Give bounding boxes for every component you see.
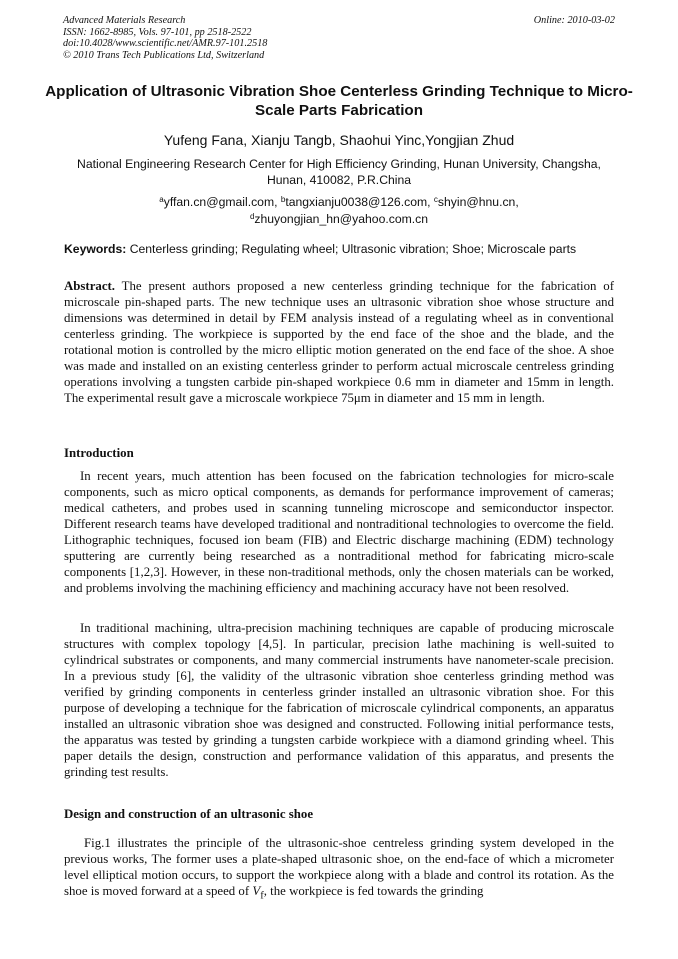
email-a-marker: a bbox=[159, 195, 164, 204]
abstract-label: Abstract. bbox=[64, 279, 116, 293]
affiliation: National Engineering Research Center for High Efficiency Grinding, Hunan University, Changsha, Hunan, 410082, P.R.China bbox=[77, 157, 601, 187]
journal-header bbox=[63, 15, 615, 61]
keywords-text: Centerless grinding; Regulating wheel; Ultrasonic vibration; Shoe; Microscale parts bbox=[126, 242, 577, 256]
email-b-marker: b bbox=[280, 195, 286, 204]
issn-line: ISSN: 1662-8985, Vols. 97-101, pp 2518-2522 bbox=[63, 26, 252, 38]
design-heading: Design and construction of an ultrasonic shoe bbox=[64, 807, 314, 821]
email-d: zhuyongjian_hn@yahoo.com.cn bbox=[254, 211, 429, 226]
author-list: Yufeng Fana, Xianju Tangb, Shaohui Yinc,Yongjian Zhud bbox=[163, 132, 515, 148]
introduction-heading: Introduction bbox=[64, 446, 134, 460]
email-c: shyin@hnu.cn, bbox=[437, 195, 519, 209]
keywords bbox=[64, 242, 624, 257]
email-b: tangxianju0038@126.com, bbox=[285, 195, 434, 209]
design-text-a: Fig.1 illustrates the principle of the ultrasonic-shoe centreless grinding system developed in the previous works, The former uses a plate-shaped ultrasonic shoe, on the end-face of which a micrometer level elliptical motion occurs, to support the workpiece along with a blade and control its rotation. As the shoe is moved forward at a speed of bbox=[64, 836, 614, 899]
introduction-paragraph-1: In recent years, much attention has been focused on the fabrication technologies for micro-scale components, such as micro optical components, as demands for performance improvement of cameras; medical catheters, and probes used in scanning tunneling microscope and semiconductor inspector. Different research teams have developed traditional and nontraditional technologies to overcome the field. Lithographic techniques, focused ion beam (FIB) and Electric discharge machining (EDM) technology sputtering are currently being researched as a nontraditional method for fabricating micro-scale components [1,2,3]. However, in these non-traditional methods, only the chosen materials can be worked, and problems involving the machining efficiency and machining accuracy have not been resolved. bbox=[64, 469, 614, 596]
paper-title: Application of Ultrasonic Vibration Shoe Centerless Grinding Technique to Micro-Scale Parts Fabrication bbox=[45, 83, 633, 119]
design-text-b: , the workpiece is fed towards the grinding bbox=[263, 884, 484, 899]
design-paragraph-1 bbox=[64, 835, 614, 904]
email-a: yffan.cn@gmail.com, bbox=[163, 195, 281, 209]
velocity-subscript: f bbox=[260, 889, 264, 902]
abstract bbox=[64, 278, 614, 406]
doi-line: doi:10.4028/www.scientific.net/AMR.97-101.2518 bbox=[63, 38, 268, 50]
email-list bbox=[62, 193, 616, 226]
abstract-text: The present authors proposed a new centerless grinding technique for the fabrication of microscale pin-shaped parts. The new technique uses an ultrasonic vibration shoe whose structure and dimensions was determined in detail by FEM analysis instead of a regulating wheel as in conventional centerless grinding. The workpiece is supported by the end face of the shoe and the blade, and the rotational motion is controlled by the micro elliptic motion generated on the end face of the shoe. A shoe was made and installed on an existing centerless grinder to perform actual microscale centreless grinding operations involving a tungsten carbide pin-shaped workpiece 0.6 mm in diameter and 15mm in length. The experimental result gave a microscale workpiece 75μm in diameter and 15 mm in length. bbox=[64, 279, 614, 406]
velocity-symbol: V bbox=[252, 884, 261, 899]
introduction-paragraph-2: In traditional machining, ultra-precision machining techniques are capable of producing microscale structures with complex topology [4,5]. In particular, precision lathe machining is well-suited to cylindrical substrates or components, and many commercial instruments have nanometer-scale precision. In a previous study [6], the validity of the ultrasonic vibration shoe centerless grinding method was verified by grinding components in centerless grinder installed an ultrasonic vibration shoe. For this purpose of developing a technique for the fabrication of microscale cylindrical components, an apparatus installed an ultrasonic vibration shoe was designed and constructed. Following initial performance tests, the apparatus was tested by grinding a tungsten carbide workpiece with a diamond grinding wheel. This paper details the design, construction and performance validation of this apparatus, and presents the grinding test results. bbox=[64, 621, 614, 780]
keywords-label: Keywords: bbox=[64, 242, 127, 256]
copyright-line: © 2010 Trans Tech Publications Ltd, Switzerland bbox=[63, 49, 265, 61]
email-c-marker: c bbox=[433, 195, 438, 204]
email-d-marker: d bbox=[249, 211, 255, 221]
online-date: Online: 2010-03-02 bbox=[533, 15, 615, 26]
journal-name: Advanced Materials Research bbox=[63, 15, 186, 26]
